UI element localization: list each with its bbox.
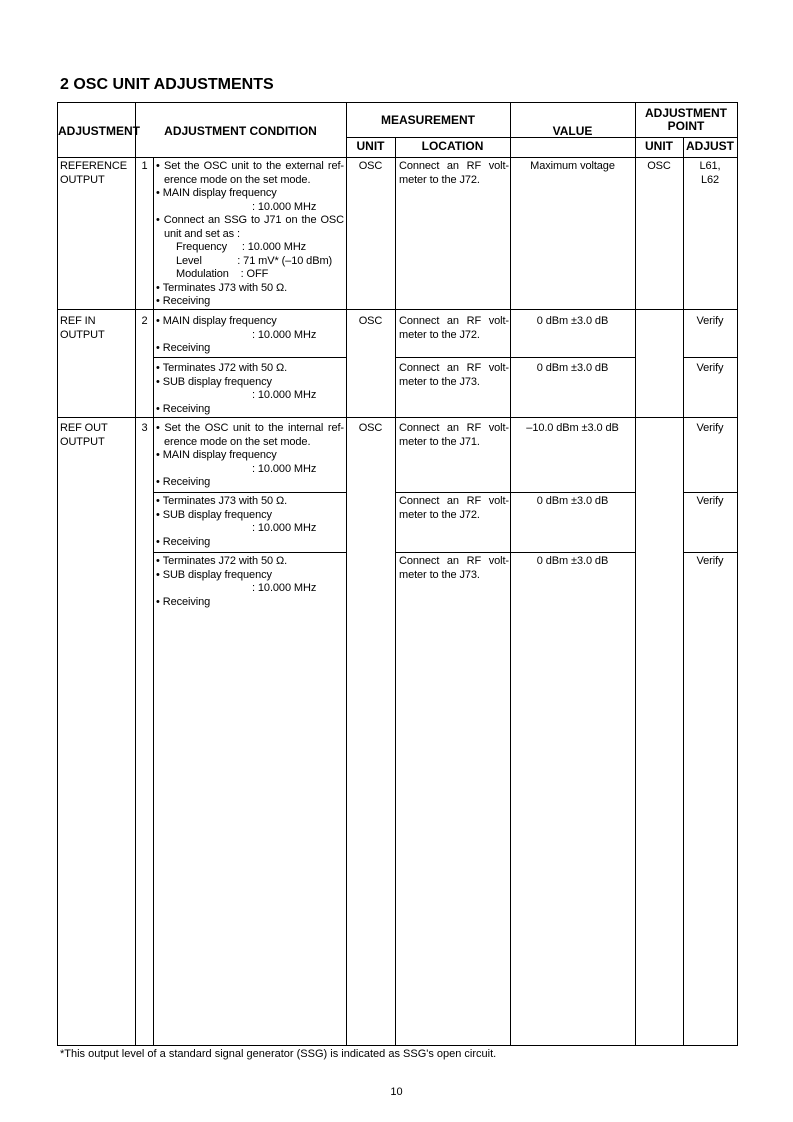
column-rule: [683, 137, 684, 1045]
page-number: 10: [390, 1086, 403, 1098]
target-value: 0 dBm ±3.0 dB: [536, 315, 609, 327]
adjustment-condition: • Terminates J72 with 50 Ω. • SUB display frequency : 10.000 MHz • Receiving: [156, 362, 344, 416]
adjust-point: L61, L62: [699, 160, 721, 186]
step-number: 3: [141, 422, 148, 434]
header-measurement-unit: UNIT: [356, 139, 385, 153]
measurement-location: Connect an RF volt-meter to the J73.: [399, 362, 509, 388]
step-number: 1: [141, 160, 148, 172]
row-rule: [683, 552, 737, 553]
adjustment-condition: • Terminates J72 with 50 Ω. • SUB display frequency : 10.000 MHz • Receiving: [156, 555, 344, 609]
header-adjust: ADJUST: [685, 139, 734, 153]
adjust-point: Verify: [696, 555, 724, 567]
adjust-point: Verify: [696, 495, 724, 507]
row-rule: [395, 492, 635, 493]
row-rule: [153, 357, 346, 358]
measurement-location: Connect an RF volt-meter to the J71.: [399, 422, 509, 448]
measurement-location: Connect an RF volt-meter to the J72.: [399, 160, 509, 186]
row-rule: [58, 417, 737, 418]
adjustment-condition: • Terminates J73 with 50 Ω. • SUB display frequency : 10.000 MHz • Receiving: [156, 495, 344, 549]
header-point-unit: UNIT: [645, 139, 673, 153]
measurement-location: Connect an RF volt-meter to the J73.: [399, 555, 509, 581]
target-value: –10.0 dBm ±3.0 dB: [526, 422, 619, 434]
adjustment-name: REF OUT OUTPUT: [60, 422, 108, 448]
adjustment-condition: • Set the OSC unit to the external ref-erence mode on the set mode. • MAIN display frequency : 10.000 MHz • Connect an SSG to J71 on the OSC unit and set as : Frequency : 10.000 MHz Level : 71 mV* (–10 dBm) Modulation : OFF • Terminates J73 with 50 Ω. • Receiving: [156, 160, 344, 309]
measurement-location: Connect an RF volt-meter to the J72.: [399, 495, 509, 521]
header-condition: ADJUSTMENT CONDITION: [164, 124, 317, 138]
target-value: Maximum voltage: [530, 160, 615, 172]
row-rule: [683, 357, 737, 358]
adjustment-name: REFERENCE OUTPUT: [60, 160, 127, 186]
header-rule: [58, 157, 737, 158]
header-location: LOCATION: [421, 139, 484, 153]
column-rule: [135, 103, 136, 1045]
page-title: 2 OSC UNIT ADJUSTMENTS: [60, 76, 274, 93]
row-rule: [153, 552, 346, 553]
header-value: VALUE: [552, 124, 593, 138]
column-rule: [395, 137, 396, 1045]
row-rule: [153, 492, 346, 493]
adjustment-table: [57, 102, 738, 1046]
header-adjustment-point: ADJUSTMENT POINT: [644, 106, 727, 133]
measurement-location: Connect an RF volt-meter to the J72.: [399, 315, 509, 341]
target-value: 0 dBm ±3.0 dB: [536, 362, 609, 374]
column-rule: [635, 103, 636, 1045]
row-rule: [395, 357, 635, 358]
measurement-unit: OSC: [358, 160, 383, 172]
adjustment-condition: • MAIN display frequency : 10.000 MHz • Receiving: [156, 315, 344, 356]
adjust-point: Verify: [696, 362, 724, 374]
adjustment-name: REF IN OUTPUT: [60, 315, 105, 341]
row-rule: [683, 492, 737, 493]
target-value: 0 dBm ±3.0 dB: [536, 495, 609, 507]
header-measurement: MEASUREMENT: [380, 113, 475, 127]
row-rule: [395, 552, 635, 553]
footnote: *This output level of a standard signal generator (SSG) is indicated as SSG's open circuit.: [60, 1048, 497, 1060]
point-unit: OSC: [647, 160, 671, 172]
row-rule: [58, 309, 737, 310]
measurement-unit: OSC: [358, 315, 383, 327]
adjust-point: Verify: [696, 422, 724, 434]
adjustment-condition: • Set the OSC unit to the internal ref-erence mode on the set mode. • MAIN display frequency : 10.000 MHz • Receiving: [156, 422, 344, 490]
column-rule: [510, 103, 511, 1045]
column-rule: [153, 157, 154, 1045]
step-number: 2: [141, 315, 148, 327]
adjust-point: Verify: [696, 315, 724, 327]
header-adjustment: ADJUSTMENT: [58, 124, 141, 138]
header-rule: [635, 137, 737, 138]
measurement-unit: OSC: [358, 422, 383, 434]
column-rule: [346, 103, 347, 1045]
target-value: 0 dBm ±3.0 dB: [536, 555, 609, 567]
